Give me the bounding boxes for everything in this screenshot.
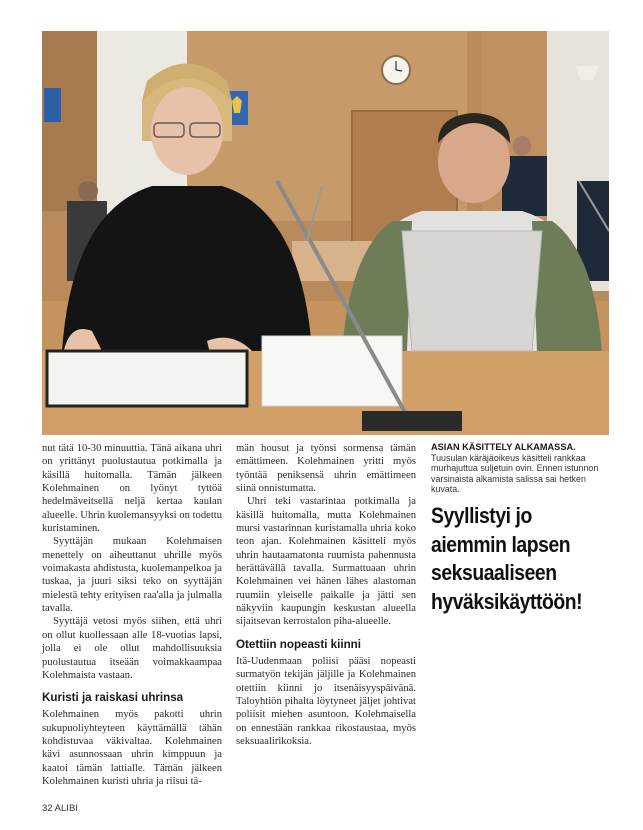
article-column-2 xyxy=(236,442,416,748)
headline-line: seksuaaliseen xyxy=(431,560,557,585)
body-paragraph: män housut ja työnsi sormensa tämän emättimeen. Kolehmainen yritti myös työntää peniksensä uhrin emättimeen siinä onnistumatta. xyxy=(236,443,416,495)
caption-lead: ASIAN KÄSITTELY ALKAMASSA. xyxy=(431,442,576,452)
section-heading: Kuristi ja raiskasi uhrinsa xyxy=(42,691,184,705)
caption-text: Tuusulan käräjäoikeus käsitteli rankkaa murhajuttua suljetuin ovin. Ennen istunnon varsinaista alkamista salissa sai hetken kuvata. xyxy=(431,452,599,495)
body-paragraph: Syyttäjän mukaan Kolehmaisen menettely on aiheuttanut uhrille myös voimakasta ahdistusta, kuolemanpelkoa ja tuskaa, ja juuri siksi teko on syyttäjän mielestä tehty erityisen raa'alla ja julmalla tavalla. xyxy=(42,536,222,615)
headline-line: Syyllistyi jo xyxy=(431,503,532,528)
article-headline xyxy=(431,502,603,616)
body-paragraph: Itä-Uudenmaan poliisi pääsi nopeasti surmatyön tekijän jäljille ja Kolehmainen otettiin kiinni jo itsenäisyyspäivänä. Taloyhtiön pihalta löytyneet jäljet johtivat poliisit miehen asuntoon. Kolehmaisella on ennestään rankkaa rikostaustaa, myös seksuaalirikoksia. xyxy=(236,655,416,747)
section-heading: Otettiin nopeasti kiinni xyxy=(236,637,361,651)
headline-line: hyväksikäyttöön! xyxy=(431,588,583,614)
body-paragraph: Kolehmainen myös pakotti uhrin sukupuoliyhteyteen käyttämällä tähän kohdistuvaa väkivaltaa. Kolehmainen kävi asunnossaan uhrin kimppuun ja kaatoi tämän lattialle. Tämän jälkeen Kolehmainen kuristi uhria ja riisui tä- xyxy=(42,709,222,787)
body-paragraph: nut tätä 10-30 minuuttia. Tänä aikana uhri on yrittänyt puolustautua potkimalla ja käsillä huitomalla. Tämän jälkeen Kolehmainen on lyönyt tyttöä hedelmäveitsellä neljä kertaa kaulan alueelle. Uhrin kuolemansyyksi on todettu kuristaminen. xyxy=(42,443,222,535)
headline-line: aiemmin lapsen xyxy=(431,531,571,557)
article-column-1 xyxy=(42,442,222,788)
courtroom-photo-illustration xyxy=(42,31,609,435)
article-photo xyxy=(42,31,609,435)
photo-caption xyxy=(431,442,603,495)
page-footer: 32 ALIBI xyxy=(42,803,78,814)
body-paragraph: Uhri teki vastarintaa potkimalla ja käsillä huitomalla, mutta Kolehmainen mursi vastarinnan kuristamalla uhria koko teon ajan. Kolehmainen käsitteli myös uhrin hautaamatonta ruumista pahennusta herättävällä tavalla. Surmattuaan uhrin Kolehmainen vei hänen lähes alastoman ruumiin yleiselle paikalle ja jätti sen näkyviin kaupungin keskustan alueella sijaitsevan kerrostalon piha-alueelle. xyxy=(236,496,416,628)
body-paragraph: Syyttäjä vetosi myös siihen, että uhri on ollut kuollessaan alle 18-vuotias lapsi, jolla ei ole ollut mahdollisuuksia puolustautua itseään voimakkaampaa Kolehmaista vastaan. xyxy=(42,616,222,681)
